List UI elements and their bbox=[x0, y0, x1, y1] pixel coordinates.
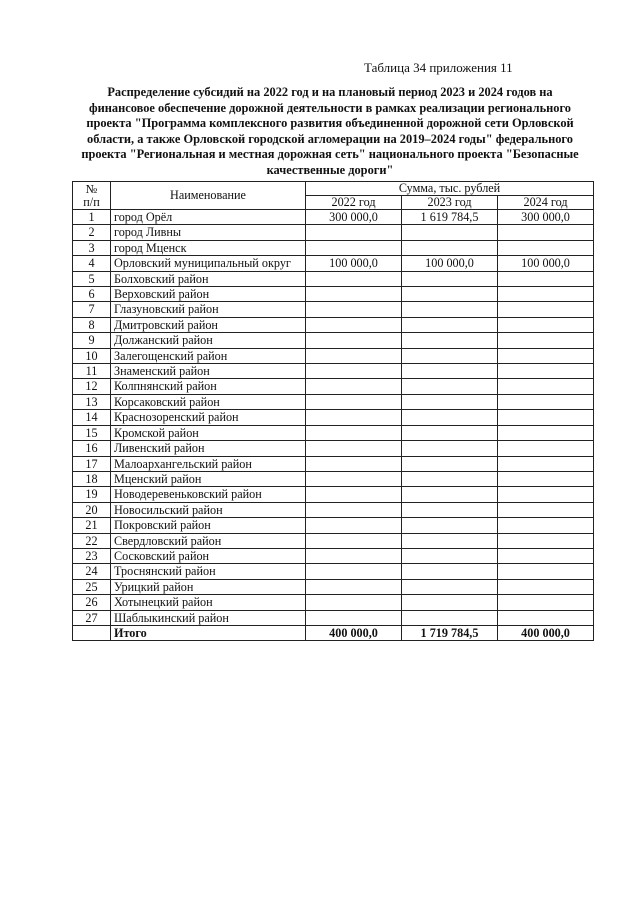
row-value-2024 bbox=[498, 441, 594, 456]
row-value-2022: 100 000,0 bbox=[306, 256, 402, 271]
row-number: 13 bbox=[73, 394, 111, 409]
header-number-line1: № bbox=[85, 181, 98, 196]
row-value-2022 bbox=[306, 502, 402, 517]
table-reference: Таблица 34 приложения 11 bbox=[364, 60, 513, 75]
row-number: 3 bbox=[73, 240, 111, 255]
row-value-2022 bbox=[306, 317, 402, 332]
total-row bbox=[73, 625, 594, 640]
row-value-2023 bbox=[402, 410, 498, 425]
row-name: Знаменский район bbox=[111, 364, 306, 379]
row-value-2023 bbox=[402, 533, 498, 548]
row-value-2024 bbox=[498, 302, 594, 317]
row-name: Урицкий район bbox=[111, 579, 306, 594]
table-row bbox=[73, 317, 594, 332]
total-2024: 400 000,0 bbox=[498, 625, 594, 640]
row-number: 21 bbox=[73, 518, 111, 533]
table-row bbox=[73, 425, 594, 440]
row-number: 20 bbox=[73, 502, 111, 517]
table-row bbox=[73, 333, 594, 348]
row-name: Новосильский район bbox=[111, 502, 306, 517]
table-row bbox=[73, 348, 594, 363]
row-number: 27 bbox=[73, 610, 111, 625]
table-row bbox=[73, 410, 594, 425]
row-value-2023 bbox=[402, 441, 498, 456]
row-value-2024 bbox=[498, 394, 594, 409]
row-value-2024 bbox=[498, 348, 594, 363]
row-value-2023 bbox=[402, 502, 498, 517]
row-value-2022 bbox=[306, 595, 402, 610]
row-name: Хотынецкий район bbox=[111, 595, 306, 610]
row-value-2022 bbox=[306, 564, 402, 579]
row-value-2022 bbox=[306, 425, 402, 440]
row-number: 7 bbox=[73, 302, 111, 317]
row-number: 5 bbox=[73, 271, 111, 286]
table-row bbox=[73, 379, 594, 394]
row-value-2023 bbox=[402, 317, 498, 332]
table-row bbox=[73, 518, 594, 533]
row-number: 2 bbox=[73, 225, 111, 240]
row-value-2023 bbox=[402, 240, 498, 255]
row-value-2023 bbox=[402, 456, 498, 471]
row-number: 4 bbox=[73, 256, 111, 271]
row-name: Колпнянский район bbox=[111, 379, 306, 394]
header-year-2022: 2022 год bbox=[306, 196, 402, 210]
row-value-2024 bbox=[498, 610, 594, 625]
row-value-2023 bbox=[402, 487, 498, 502]
row-number: 19 bbox=[73, 487, 111, 502]
table-row bbox=[73, 287, 594, 302]
row-value-2024 bbox=[498, 379, 594, 394]
header-sum: Сумма, тыс. рублей bbox=[306, 182, 594, 196]
row-value-2024 bbox=[498, 579, 594, 594]
total-2022: 400 000,0 bbox=[306, 625, 402, 640]
row-value-2022 bbox=[306, 333, 402, 348]
table-row bbox=[73, 394, 594, 409]
table-footer bbox=[73, 625, 594, 640]
table-row bbox=[73, 240, 594, 255]
row-number: 18 bbox=[73, 471, 111, 486]
row-name: Краснозоренский район bbox=[111, 410, 306, 425]
row-number: 8 bbox=[73, 317, 111, 332]
row-number: 10 bbox=[73, 348, 111, 363]
row-number: 14 bbox=[73, 410, 111, 425]
row-value-2024 bbox=[498, 518, 594, 533]
row-number: 9 bbox=[73, 333, 111, 348]
row-value-2024 bbox=[498, 287, 594, 302]
table-row bbox=[73, 471, 594, 486]
row-name: Покровский район bbox=[111, 518, 306, 533]
row-name: Глазуновский район bbox=[111, 302, 306, 317]
row-number: 6 bbox=[73, 287, 111, 302]
title-line: области, а также Орловской городской агломерации на 2019–2024 годы" федерального bbox=[87, 131, 573, 146]
row-value-2022: 300 000,0 bbox=[306, 210, 402, 225]
row-value-2024 bbox=[498, 425, 594, 440]
row-value-2023 bbox=[402, 595, 498, 610]
header-year-2024: 2024 год bbox=[498, 196, 594, 210]
row-name: Сосковский район bbox=[111, 548, 306, 563]
header-name: Наименование bbox=[111, 182, 306, 210]
header-number bbox=[73, 182, 111, 210]
row-name: Шаблыкинский район bbox=[111, 610, 306, 625]
row-value-2023 bbox=[402, 579, 498, 594]
row-value-2023 bbox=[402, 333, 498, 348]
row-value-2024 bbox=[498, 240, 594, 255]
row-value-2022 bbox=[306, 287, 402, 302]
total-2023: 1 719 784,5 bbox=[402, 625, 498, 640]
row-name: Мценский район bbox=[111, 471, 306, 486]
title-line: Распределение субсидий на 2022 год и на плановый период 2023 и 2024 годов на bbox=[107, 85, 553, 99]
row-value-2023 bbox=[402, 225, 498, 240]
row-number: 15 bbox=[73, 425, 111, 440]
row-name: Кромской район bbox=[111, 425, 306, 440]
table-row bbox=[73, 487, 594, 502]
row-value-2024 bbox=[498, 271, 594, 286]
row-value-2024 bbox=[498, 564, 594, 579]
table-row bbox=[73, 595, 594, 610]
row-number: 17 bbox=[73, 456, 111, 471]
row-name: Должанский район bbox=[111, 333, 306, 348]
table-row bbox=[73, 610, 594, 625]
row-value-2022 bbox=[306, 364, 402, 379]
table-row bbox=[73, 302, 594, 317]
title-line: финансовое обеспечение дорожной деятельности в рамках реализации регионального bbox=[89, 100, 571, 115]
row-value-2024 bbox=[498, 471, 594, 486]
row-value-2023 bbox=[402, 518, 498, 533]
row-value-2022 bbox=[306, 533, 402, 548]
subsidy-table bbox=[72, 181, 594, 641]
title-line: качественные дороги" bbox=[266, 162, 394, 177]
row-value-2022 bbox=[306, 441, 402, 456]
row-value-2022 bbox=[306, 394, 402, 409]
row-name: Залегощенский район bbox=[111, 348, 306, 363]
row-number: 12 bbox=[73, 379, 111, 394]
row-value-2022 bbox=[306, 579, 402, 594]
row-value-2023 bbox=[402, 271, 498, 286]
row-name: Корсаковский район bbox=[111, 394, 306, 409]
table-row bbox=[73, 564, 594, 579]
table-row bbox=[73, 579, 594, 594]
row-value-2023 bbox=[402, 302, 498, 317]
row-name: Орловский муниципальный округ bbox=[111, 256, 306, 271]
row-value-2024 bbox=[498, 410, 594, 425]
table-body bbox=[73, 210, 594, 626]
row-value-2023 bbox=[402, 348, 498, 363]
row-value-2022 bbox=[306, 271, 402, 286]
table-row bbox=[73, 533, 594, 548]
row-value-2023 bbox=[402, 364, 498, 379]
row-value-2023 bbox=[402, 564, 498, 579]
row-value-2022 bbox=[306, 456, 402, 471]
row-name: Дмитровский район bbox=[111, 317, 306, 332]
row-value-2022 bbox=[306, 410, 402, 425]
row-value-2023 bbox=[402, 471, 498, 486]
row-name: Верховский район bbox=[111, 287, 306, 302]
row-name: Троснянский район bbox=[111, 564, 306, 579]
row-name: Новодеревеньковский район bbox=[111, 487, 306, 502]
row-value-2024 bbox=[498, 595, 594, 610]
row-name: Болховский район bbox=[111, 271, 306, 286]
row-value-2023 bbox=[402, 394, 498, 409]
row-value-2022 bbox=[306, 487, 402, 502]
row-value-2024 bbox=[498, 317, 594, 332]
table-row bbox=[73, 548, 594, 563]
row-value-2024 bbox=[498, 364, 594, 379]
row-value-2022 bbox=[306, 379, 402, 394]
row-number: 1 bbox=[73, 210, 111, 225]
row-name: город Мценск bbox=[111, 240, 306, 255]
row-value-2023 bbox=[402, 287, 498, 302]
row-value-2024 bbox=[498, 333, 594, 348]
total-number-cell bbox=[73, 625, 111, 640]
document-title bbox=[62, 85, 598, 179]
row-value-2023 bbox=[402, 548, 498, 563]
table-row bbox=[73, 256, 594, 271]
row-value-2024 bbox=[498, 225, 594, 240]
table-header bbox=[73, 182, 594, 210]
row-value-2023 bbox=[402, 379, 498, 394]
row-value-2024 bbox=[498, 533, 594, 548]
row-value-2024 bbox=[498, 456, 594, 471]
header-year-2023: 2023 год bbox=[402, 196, 498, 210]
row-value-2023: 1 619 784,5 bbox=[402, 210, 498, 225]
row-name: Свердловский район bbox=[111, 533, 306, 548]
row-number: 22 bbox=[73, 533, 111, 548]
header-number-line2: п/п bbox=[83, 194, 100, 209]
row-value-2022 bbox=[306, 302, 402, 317]
row-value-2022 bbox=[306, 240, 402, 255]
row-name: город Ливны bbox=[111, 225, 306, 240]
row-value-2023 bbox=[402, 425, 498, 440]
table-row bbox=[73, 225, 594, 240]
row-value-2022 bbox=[306, 610, 402, 625]
table-row bbox=[73, 271, 594, 286]
row-name: город Орёл bbox=[111, 210, 306, 225]
table-row bbox=[73, 364, 594, 379]
row-number: 24 bbox=[73, 564, 111, 579]
table-row bbox=[73, 456, 594, 471]
row-number: 26 bbox=[73, 595, 111, 610]
row-value-2024: 300 000,0 bbox=[498, 210, 594, 225]
table-row bbox=[73, 441, 594, 456]
title-line: проекта "Программа комплексного развития объединенной дорожной сети Орловской bbox=[86, 116, 574, 131]
row-value-2022 bbox=[306, 348, 402, 363]
row-value-2024 bbox=[498, 548, 594, 563]
row-number: 16 bbox=[73, 441, 111, 456]
row-value-2024 bbox=[498, 487, 594, 502]
row-value-2023 bbox=[402, 610, 498, 625]
row-value-2023: 100 000,0 bbox=[402, 256, 498, 271]
row-value-2022 bbox=[306, 548, 402, 563]
row-number: 25 bbox=[73, 579, 111, 594]
row-value-2022 bbox=[306, 471, 402, 486]
title-line: проекта "Региональная и местная дорожная сеть" национального проекта "Безопасные bbox=[81, 147, 579, 162]
row-value-2024: 100 000,0 bbox=[498, 256, 594, 271]
row-number: 23 bbox=[73, 548, 111, 563]
row-value-2024 bbox=[498, 502, 594, 517]
row-name: Малоархангельский район bbox=[111, 456, 306, 471]
table-row bbox=[73, 502, 594, 517]
row-value-2022 bbox=[306, 225, 402, 240]
row-number: 11 bbox=[73, 364, 111, 379]
table-row bbox=[73, 210, 594, 225]
total-label: Итого bbox=[111, 625, 306, 640]
row-name: Ливенский район bbox=[111, 441, 306, 456]
row-value-2022 bbox=[306, 518, 402, 533]
